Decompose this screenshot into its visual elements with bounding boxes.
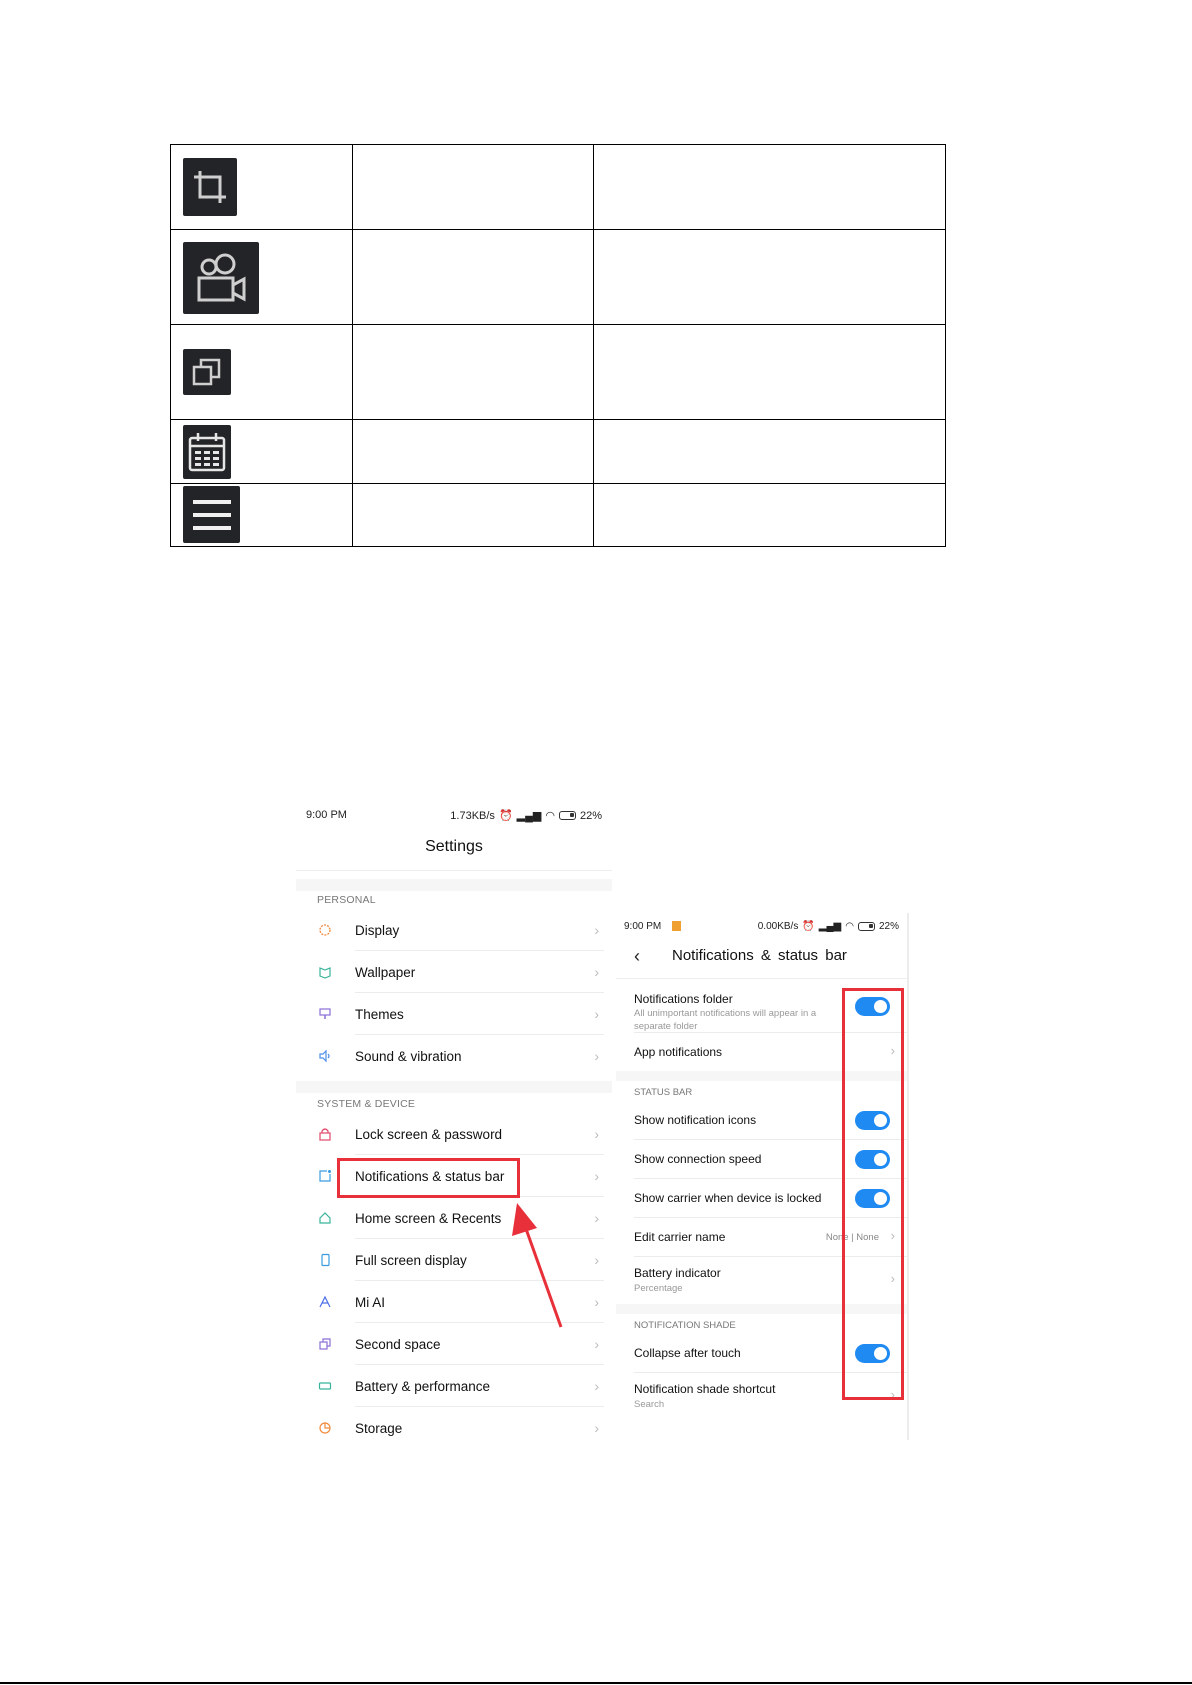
item-label: Notifications folder bbox=[634, 992, 733, 1006]
chevron-right-icon: › bbox=[890, 1387, 895, 1402]
chevron-right-icon: › bbox=[594, 964, 599, 980]
item-label: Notification shade shortcut bbox=[634, 1382, 776, 1396]
item-label: Show carrier when device is locked bbox=[634, 1191, 822, 1205]
signal-icon: ▂▄▆ bbox=[516, 810, 542, 822]
section-header-personal: PERSONAL bbox=[317, 894, 376, 906]
item-label: Mi AI bbox=[355, 1294, 386, 1310]
page-title: Settings bbox=[425, 838, 483, 855]
item-label: Second space bbox=[355, 1336, 441, 1352]
section-header-system: SYSTEM & DEVICE bbox=[317, 1098, 416, 1110]
signal-icon: ▂▄▆ bbox=[818, 921, 842, 932]
chevron-right-icon: › bbox=[594, 1126, 599, 1142]
alarm-icon: ⏰ bbox=[802, 921, 815, 932]
item-sublabel: Percentage bbox=[634, 1283, 683, 1294]
wifi-icon: ◠ bbox=[545, 810, 555, 822]
status-time: 9:00 PM bbox=[306, 809, 347, 821]
item-label: Wallpaper bbox=[355, 964, 416, 980]
chevron-right-icon: › bbox=[594, 1006, 599, 1022]
network-speed: 0.00KB/s bbox=[757, 921, 799, 932]
chevron-right-icon: › bbox=[594, 1294, 599, 1310]
back-icon[interactable]: ‹ bbox=[634, 946, 640, 966]
item-label: Sound & vibration bbox=[355, 1048, 462, 1064]
item-label: App notifications bbox=[634, 1045, 723, 1059]
status-time: 9:00 PM bbox=[624, 921, 662, 932]
wifi-icon: ◠ bbox=[845, 921, 854, 932]
item-label: Full screen display bbox=[355, 1252, 467, 1268]
item-label: Display bbox=[355, 922, 400, 938]
chevron-right-icon: › bbox=[594, 1336, 599, 1352]
section-header-status-bar: STATUS BAR bbox=[634, 1087, 693, 1098]
chevron-right-icon: › bbox=[594, 1378, 599, 1394]
carrier-name-value: None | None bbox=[825, 1232, 879, 1243]
item-label: Home screen & Recents bbox=[355, 1210, 502, 1226]
battery-percent: 22% bbox=[878, 921, 899, 932]
section-header-notification-shade: NOTIFICATION SHADE bbox=[634, 1320, 736, 1331]
chevron-right-icon: › bbox=[890, 1043, 895, 1058]
chevron-right-icon: › bbox=[890, 1228, 895, 1243]
item-label: Storage bbox=[355, 1420, 403, 1436]
chevron-right-icon: › bbox=[594, 1210, 599, 1226]
item-label: Notifications & status bar bbox=[355, 1168, 505, 1184]
network-speed: 1.73KB/s bbox=[450, 809, 495, 822]
item-label: Edit carrier name bbox=[634, 1230, 726, 1244]
chevron-right-icon: › bbox=[594, 1252, 599, 1268]
battery-percent: 22% bbox=[579, 809, 602, 822]
chevron-right-icon: › bbox=[594, 1048, 599, 1064]
item-label: Themes bbox=[355, 1006, 404, 1022]
chevron-right-icon: › bbox=[594, 1420, 599, 1436]
page-title: Notifications & status bar bbox=[672, 947, 847, 964]
chevron-right-icon: › bbox=[890, 1271, 895, 1286]
item-sublabel: Search bbox=[634, 1399, 665, 1410]
item-label: Battery indicator bbox=[634, 1266, 721, 1280]
item-label: Show notification icons bbox=[634, 1113, 757, 1127]
item-label: Battery & performance bbox=[355, 1378, 491, 1394]
item-label: Collapse after touch bbox=[634, 1346, 741, 1360]
item-label: Lock screen & password bbox=[355, 1126, 503, 1142]
page-bottom-rule bbox=[0, 1682, 1192, 1684]
alarm-icon: ⏰ bbox=[498, 810, 513, 822]
item-sublabel: All unimportant notifications will appear in a separate folder bbox=[634, 1008, 817, 1032]
item-label: Show connection speed bbox=[634, 1152, 762, 1166]
chevron-right-icon: › bbox=[594, 1168, 599, 1184]
chevron-right-icon: › bbox=[594, 922, 599, 938]
